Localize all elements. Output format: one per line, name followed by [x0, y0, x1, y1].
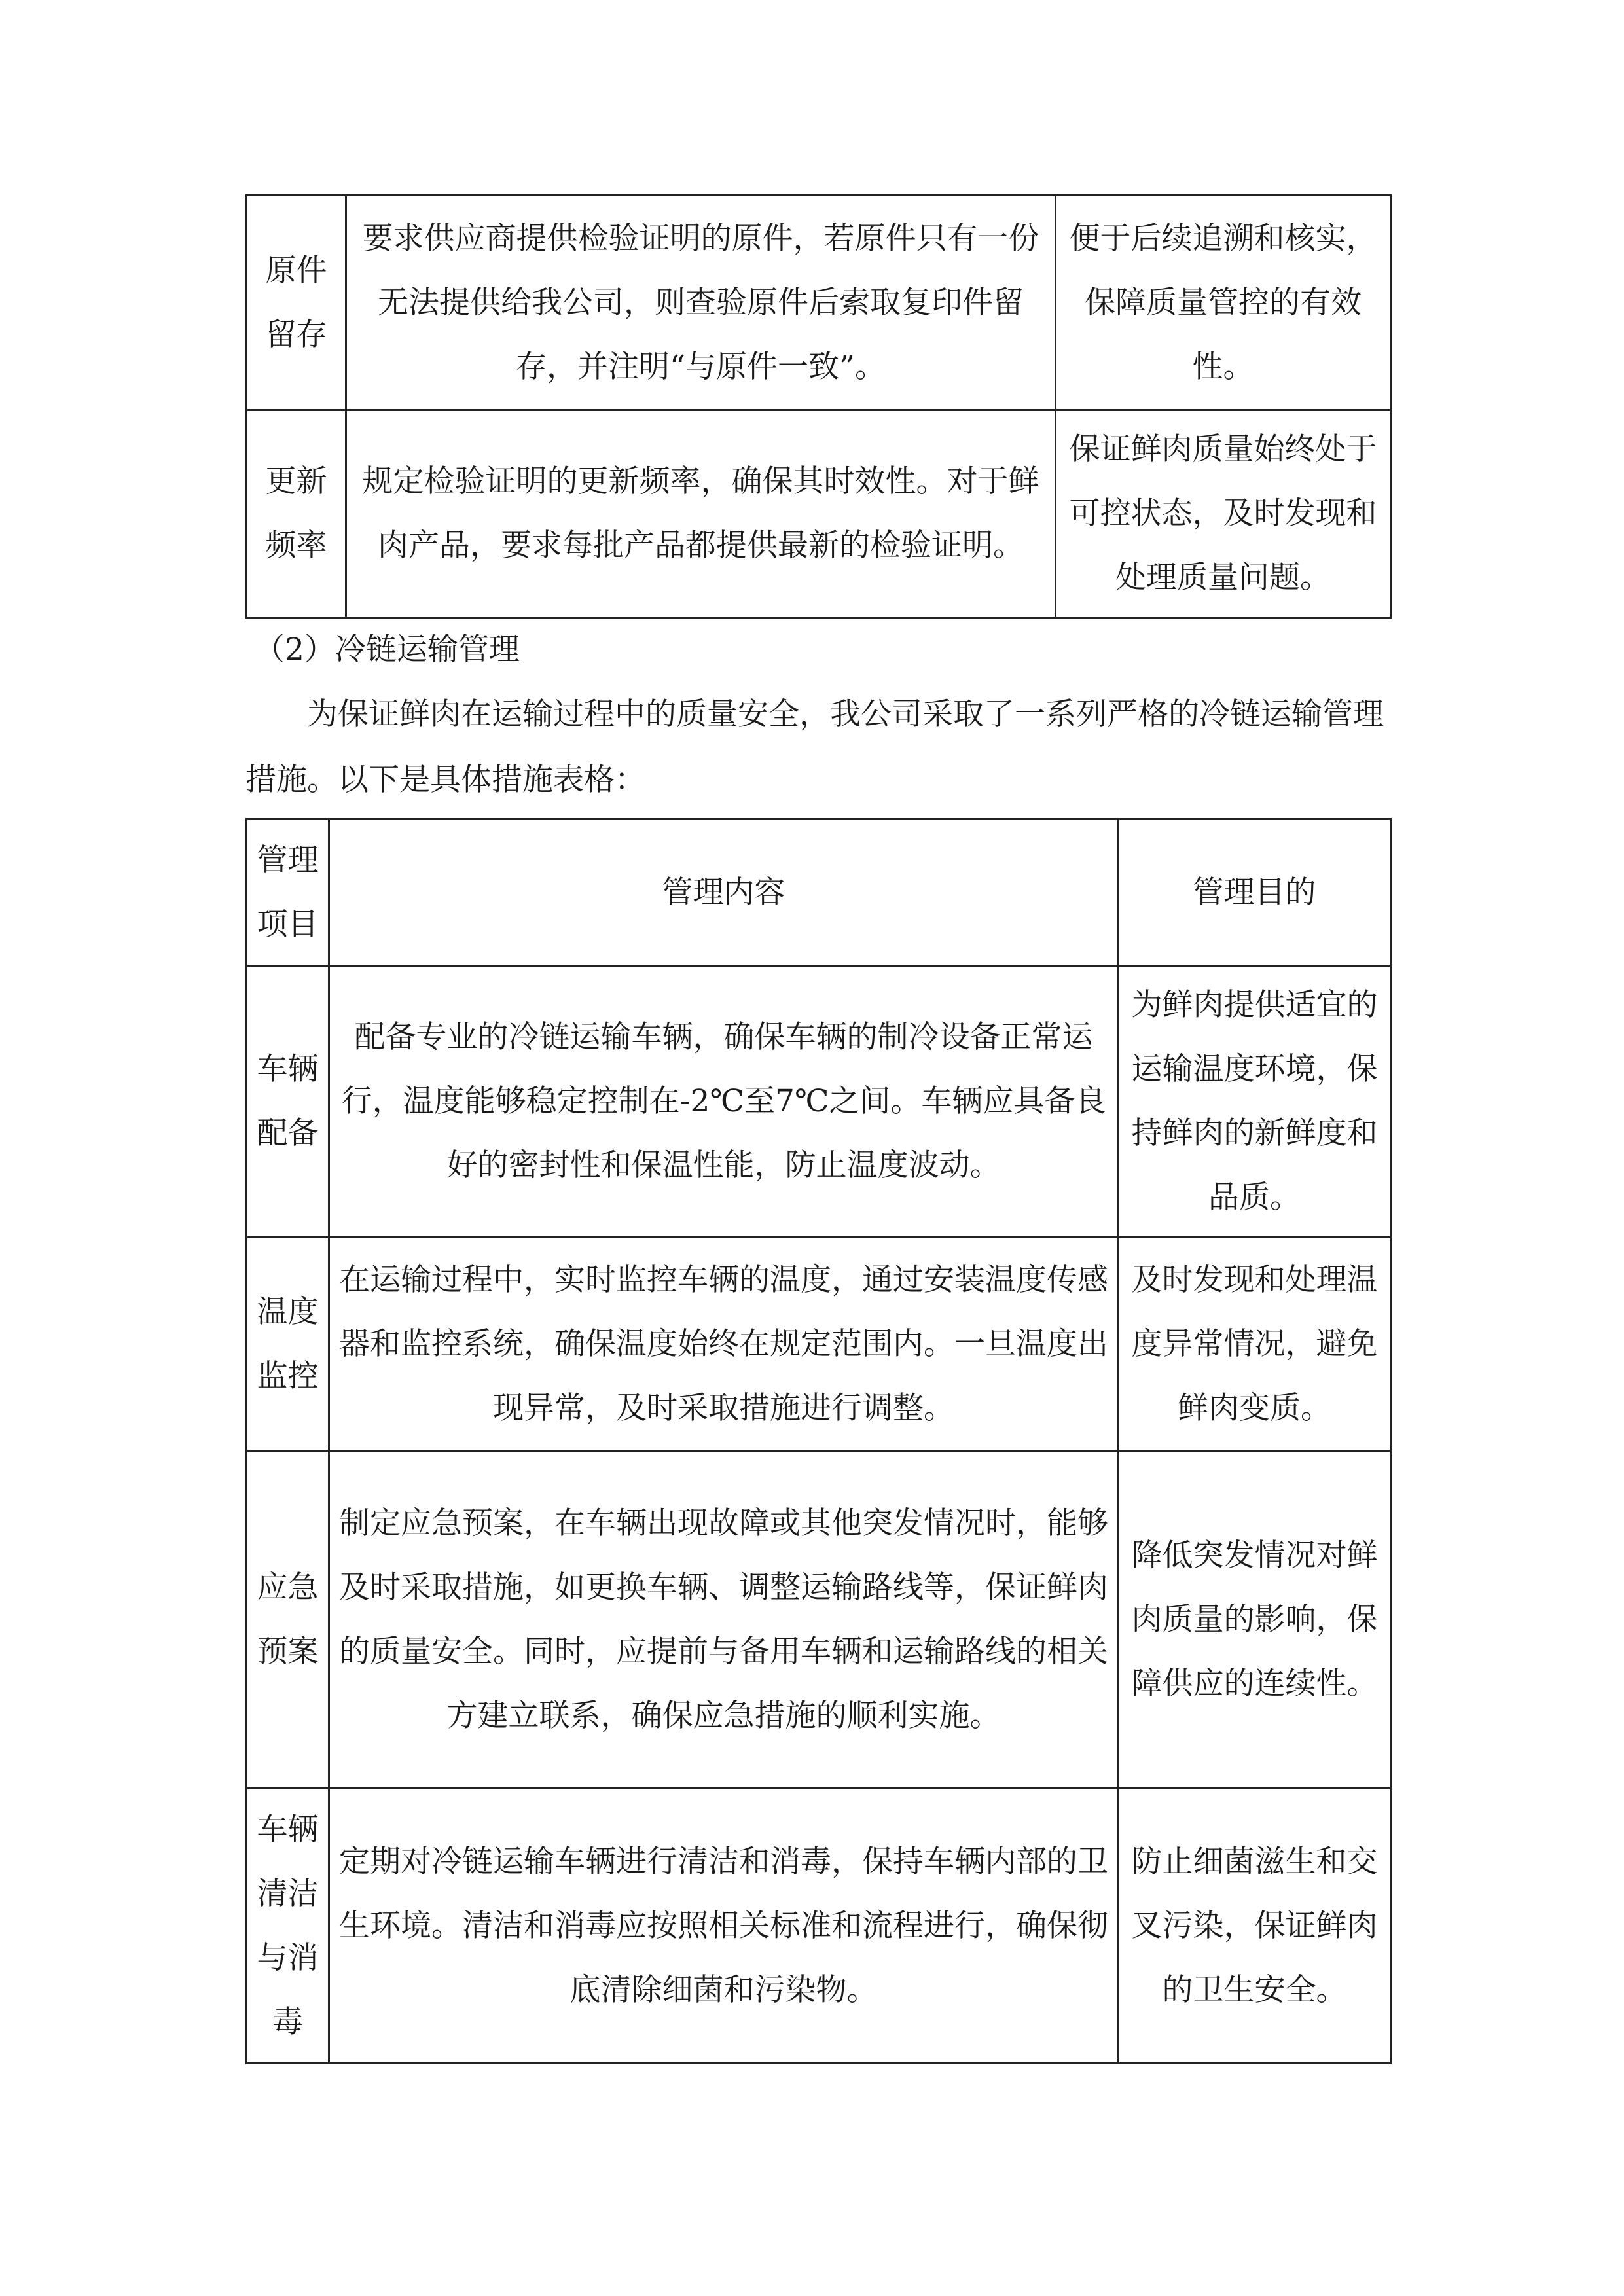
table-row: [247, 1238, 1391, 1451]
purpose-cell: 保证鲜肉质量始终处于可控状态，及时发现和处理质量问题。: [1056, 410, 1391, 618]
item-cell: 应急预案: [247, 1451, 329, 1789]
table-row: [247, 966, 1391, 1238]
purpose-cell: 降低突发情况对鲜肉质量的影响，保障供应的连续性。: [1119, 1451, 1391, 1789]
item-cell: 车辆清洁与消毒: [247, 1789, 329, 2064]
purpose-cell: 及时发现和处理温度异常情况，避免鲜肉变质。: [1119, 1238, 1391, 1451]
purpose-cell: 便于后续追溯和核实，保障质量管控的有效性。: [1056, 196, 1391, 410]
content-cell: 定期对冷链运输车辆进行清洁和消毒，保持车辆内部的卫生环境。清洁和消毒应按照相关标准和流程进行，确保彻底清除细菌和污染物。: [329, 1789, 1119, 2064]
header-item: 管理项目: [247, 819, 329, 966]
content-cell: 规定检验证明的更新频率，确保其时效性。对于鲜肉产品，要求每批产品都提供最新的检验证明。: [346, 410, 1056, 618]
content-cell: 配备专业的冷链运输车辆，确保车辆的制冷设备正常运行，温度能够稳定控制在-2℃至7℃之间。车辆应具备良好的密封性和保温性能，防止温度波动。: [329, 966, 1119, 1238]
header-content: 管理内容: [329, 819, 1119, 966]
header-purpose: 管理目的: [1119, 819, 1391, 966]
table-row: [247, 410, 1391, 618]
item-cell: 原件留存: [247, 196, 346, 410]
table-header-row: [247, 819, 1391, 966]
content-cell: 在运输过程中，实时监控车辆的温度，通过安装温度传感器和监控系统，确保温度始终在规定范围内。一旦温度出现异常，及时采取措施进行调整。: [329, 1238, 1119, 1451]
section-heading: （2）冷链运输管理: [254, 632, 520, 668]
item-cell: 车辆配备: [247, 966, 329, 1238]
table-row: [247, 1789, 1391, 2064]
table-row: [247, 1451, 1391, 1789]
item-cell: 更新频率: [247, 410, 346, 618]
table-row: [247, 196, 1391, 410]
inspection-certificate-table: [245, 194, 1392, 619]
intro-paragraph: 为保证鲜肉在运输过程中的质量安全，我公司采取了一系列严格的冷链运输管理措施。以下是具体措施表格：: [245, 696, 1384, 798]
purpose-cell: 防止细菌滋生和交叉污染，保证鲜肉的卫生安全。: [1119, 1789, 1391, 2064]
cold-chain-table: [245, 818, 1392, 2064]
content-cell: 制定应急预案，在车辆出现故障或其他突发情况时，能够及时采取措施，如更换车辆、调整运输路线等，保证鲜肉的质量安全。同时，应提前与备用车辆和运输路线的相关方建立联系，确保应急措施的顺利实施。: [329, 1451, 1119, 1789]
content-cell: 要求供应商提供检验证明的原件，若原件只有一份无法提供给我公司，则查验原件后索取复印件留存，并注明“与原件一致”。: [346, 196, 1056, 410]
item-cell: 温度监控: [247, 1238, 329, 1451]
purpose-cell: 为鲜肉提供适宜的运输温度环境，保持鲜肉的新鲜度和品质。: [1119, 966, 1391, 1238]
